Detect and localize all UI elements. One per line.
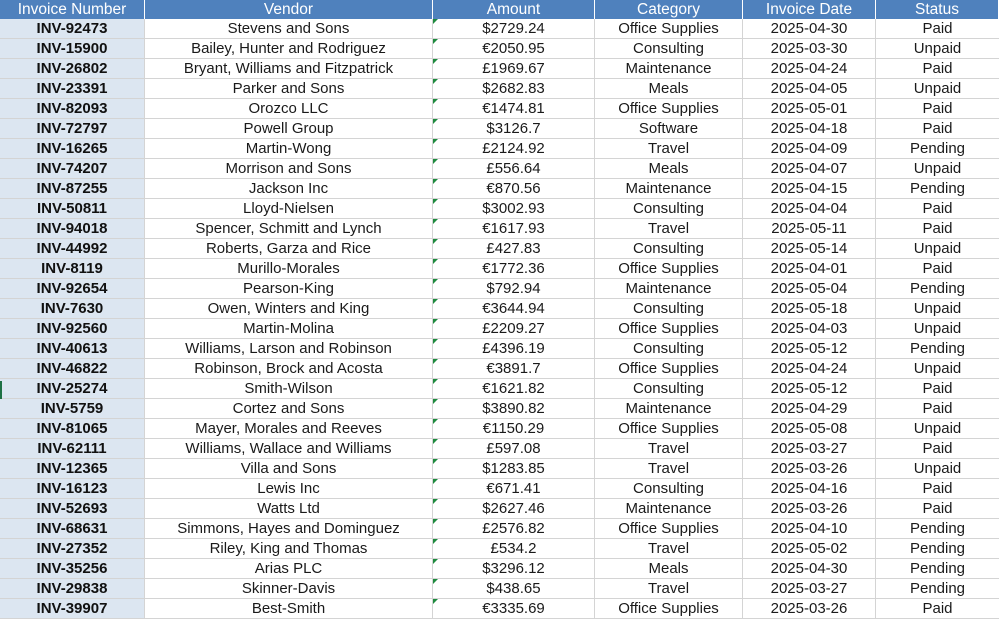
table-row bbox=[0, 199, 999, 219]
category-cell[interactable]: Office Supplies bbox=[595, 419, 743, 439]
invoice-number-cell[interactable]: INV-72797 bbox=[0, 119, 145, 139]
table-row bbox=[0, 179, 999, 199]
status-cell[interactable]: Paid bbox=[876, 599, 999, 619]
category-cell[interactable]: Office Supplies bbox=[595, 99, 743, 119]
table-row bbox=[0, 539, 999, 559]
invoice-date-cell[interactable]: 2025-04-03 bbox=[743, 319, 876, 339]
amount-cell[interactable]: $3126.7 bbox=[433, 119, 595, 139]
invoice-number-cell[interactable]: INV-92654 bbox=[0, 279, 145, 299]
invoice-date-cell[interactable]: 2025-04-05 bbox=[743, 79, 876, 99]
vendor-cell[interactable]: Parker and Sons bbox=[145, 79, 433, 99]
table-row bbox=[0, 359, 999, 379]
amount-cell[interactable]: £556.64 bbox=[433, 159, 595, 179]
category-cell[interactable]: Travel bbox=[595, 439, 743, 459]
invoice-number-cell[interactable]: INV-25274 bbox=[0, 379, 145, 399]
category-cell[interactable]: Office Supplies bbox=[595, 519, 743, 539]
invoice-date-cell[interactable]: 2025-05-02 bbox=[743, 539, 876, 559]
status-cell[interactable]: Paid bbox=[876, 379, 999, 399]
vendor-cell[interactable]: Murillo-Morales bbox=[145, 259, 433, 279]
invoice-number-cell[interactable]: INV-50811 bbox=[0, 199, 145, 219]
vendor-cell[interactable]: Robinson, Brock and Acosta bbox=[145, 359, 433, 379]
category-cell[interactable]: Travel bbox=[595, 579, 743, 599]
invoice-date-cell[interactable]: 2025-04-16 bbox=[743, 479, 876, 499]
table-row bbox=[0, 599, 999, 619]
amount-cell[interactable]: £4396.19 bbox=[433, 339, 595, 359]
header-row bbox=[0, 0, 999, 19]
invoice-date-cell[interactable]: 2025-05-01 bbox=[743, 99, 876, 119]
table-row bbox=[0, 279, 999, 299]
vendor-cell[interactable]: Martin-Molina bbox=[145, 319, 433, 339]
amount-cell[interactable]: £597.08 bbox=[433, 439, 595, 459]
status-cell[interactable]: Paid bbox=[876, 219, 999, 239]
invoice-number-cell[interactable]: INV-7630 bbox=[0, 299, 145, 319]
amount-cell[interactable]: €1621.82 bbox=[433, 379, 595, 399]
invoice-date-cell[interactable]: 2025-04-09 bbox=[743, 139, 876, 159]
category-cell[interactable]: Travel bbox=[595, 539, 743, 559]
category-cell[interactable]: Office Supplies bbox=[595, 259, 743, 279]
table-row bbox=[0, 119, 999, 139]
status-cell[interactable]: Pending bbox=[876, 339, 999, 359]
invoice-date-cell[interactable]: 2025-04-07 bbox=[743, 159, 876, 179]
amount-cell[interactable]: £2124.92 bbox=[433, 139, 595, 159]
invoice-date-cell[interactable]: 2025-04-29 bbox=[743, 399, 876, 419]
invoice-date-cell[interactable]: 2025-05-12 bbox=[743, 379, 876, 399]
amount-cell[interactable]: $3296.12 bbox=[433, 559, 595, 579]
table-row bbox=[0, 299, 999, 319]
amount-cell[interactable]: €2050.95 bbox=[433, 39, 595, 59]
status-cell[interactable]: Paid bbox=[876, 59, 999, 79]
vendor-cell[interactable]: Orozco LLC bbox=[145, 99, 433, 119]
invoice-number-cell[interactable]: INV-35256 bbox=[0, 559, 145, 579]
category-cell[interactable]: Consulting bbox=[595, 379, 743, 399]
invoice-date-cell[interactable]: 2025-04-24 bbox=[743, 59, 876, 79]
amount-cell[interactable]: $1283.85 bbox=[433, 459, 595, 479]
category-cell[interactable]: Meals bbox=[595, 79, 743, 99]
table-row bbox=[0, 79, 999, 99]
invoice-date-cell[interactable]: 2025-03-27 bbox=[743, 439, 876, 459]
amount-cell[interactable]: €3644.94 bbox=[433, 299, 595, 319]
invoice-date-cell[interactable]: 2025-03-26 bbox=[743, 459, 876, 479]
vendor-cell[interactable]: Williams, Larson and Robinson bbox=[145, 339, 433, 359]
category-cell[interactable]: Consulting bbox=[595, 199, 743, 219]
invoice-number-cell[interactable]: INV-87255 bbox=[0, 179, 145, 199]
amount-cell[interactable]: €3335.69 bbox=[433, 599, 595, 619]
amount-cell[interactable]: £2576.82 bbox=[433, 519, 595, 539]
column-header-invoice-date[interactable]: Invoice Date bbox=[743, 0, 876, 19]
amount-cell[interactable]: $3890.82 bbox=[433, 399, 595, 419]
vendor-cell[interactable]: Watts Ltd bbox=[145, 499, 433, 519]
category-cell[interactable]: Software bbox=[595, 119, 743, 139]
category-cell[interactable]: Travel bbox=[595, 219, 743, 239]
vendor-cell[interactable]: Bailey, Hunter and Rodriguez bbox=[145, 39, 433, 59]
column-header-status[interactable]: Status bbox=[876, 0, 999, 19]
table-row bbox=[0, 479, 999, 499]
amount-cell[interactable]: €1150.29 bbox=[433, 419, 595, 439]
amount-cell[interactable]: $438.65 bbox=[433, 579, 595, 599]
status-cell[interactable]: Paid bbox=[876, 259, 999, 279]
category-cell[interactable]: Maintenance bbox=[595, 499, 743, 519]
vendor-cell[interactable]: Owen, Winters and King bbox=[145, 299, 433, 319]
category-cell[interactable]: Travel bbox=[595, 139, 743, 159]
status-cell[interactable]: Unpaid bbox=[876, 359, 999, 379]
vendor-cell[interactable]: Bryant, Williams and Fitzpatrick bbox=[145, 59, 433, 79]
status-cell[interactable]: Unpaid bbox=[876, 419, 999, 439]
category-cell[interactable]: Consulting bbox=[595, 299, 743, 319]
invoice-number-cell[interactable]: INV-44992 bbox=[0, 239, 145, 259]
vendor-cell[interactable]: Pearson-King bbox=[145, 279, 433, 299]
invoice-number-cell[interactable]: INV-52693 bbox=[0, 499, 145, 519]
vendor-cell[interactable]: Best-Smith bbox=[145, 599, 433, 619]
amount-cell[interactable]: $2729.24 bbox=[433, 19, 595, 39]
table-row bbox=[0, 219, 999, 239]
invoice-number-cell[interactable]: INV-40613 bbox=[0, 339, 145, 359]
category-cell[interactable]: Consulting bbox=[595, 239, 743, 259]
table-row bbox=[0, 99, 999, 119]
status-cell[interactable]: Unpaid bbox=[876, 39, 999, 59]
category-cell[interactable]: Office Supplies bbox=[595, 319, 743, 339]
category-cell[interactable]: Consulting bbox=[595, 339, 743, 359]
table-row bbox=[0, 339, 999, 359]
amount-cell[interactable]: £1969.67 bbox=[433, 59, 595, 79]
table-row bbox=[0, 499, 999, 519]
amount-cell[interactable]: $3002.93 bbox=[433, 199, 595, 219]
status-cell[interactable]: Unpaid bbox=[876, 319, 999, 339]
column-header-category[interactable]: Category bbox=[595, 0, 743, 19]
category-cell[interactable]: Maintenance bbox=[595, 59, 743, 79]
status-cell[interactable]: Pending bbox=[876, 279, 999, 299]
status-cell[interactable]: Paid bbox=[876, 199, 999, 219]
invoice-date-cell[interactable]: 2025-04-18 bbox=[743, 119, 876, 139]
vendor-cell[interactable]: Lloyd-Nielsen bbox=[145, 199, 433, 219]
category-cell[interactable]: Maintenance bbox=[595, 399, 743, 419]
status-cell[interactable]: Paid bbox=[876, 399, 999, 419]
vendor-cell[interactable]: Simmons, Hayes and Dominguez bbox=[145, 519, 433, 539]
category-cell[interactable]: Maintenance bbox=[595, 179, 743, 199]
invoice-date-cell[interactable]: 2025-04-24 bbox=[743, 359, 876, 379]
invoice-number-cell[interactable]: INV-94018 bbox=[0, 219, 145, 239]
vendor-cell[interactable]: Roberts, Garza and Rice bbox=[145, 239, 433, 259]
category-cell[interactable]: Meals bbox=[595, 559, 743, 579]
invoice-number-cell[interactable]: INV-16265 bbox=[0, 139, 145, 159]
status-cell[interactable]: Pending bbox=[876, 559, 999, 579]
table-row bbox=[0, 139, 999, 159]
vendor-cell[interactable]: Smith-Wilson bbox=[145, 379, 433, 399]
status-cell[interactable]: Pending bbox=[876, 539, 999, 559]
invoice-number-cell[interactable]: INV-15900 bbox=[0, 39, 145, 59]
invoice-date-cell[interactable]: 2025-04-10 bbox=[743, 519, 876, 539]
amount-cell[interactable]: $792.94 bbox=[433, 279, 595, 299]
invoice-date-cell[interactable]: 2025-05-18 bbox=[743, 299, 876, 319]
status-cell[interactable]: Pending bbox=[876, 179, 999, 199]
invoice-date-cell[interactable]: 2025-04-15 bbox=[743, 179, 876, 199]
table-row bbox=[0, 379, 999, 399]
status-cell[interactable]: Pending bbox=[876, 519, 999, 539]
column-header-invoice-number[interactable]: Invoice Number bbox=[0, 0, 145, 19]
table-row bbox=[0, 19, 999, 39]
amount-cell[interactable]: €1474.81 bbox=[433, 99, 595, 119]
category-cell[interactable]: Office Supplies bbox=[595, 599, 743, 619]
invoice-number-cell[interactable]: INV-74207 bbox=[0, 159, 145, 179]
status-cell[interactable]: Paid bbox=[876, 439, 999, 459]
invoice-number-cell[interactable]: INV-81065 bbox=[0, 419, 145, 439]
status-cell[interactable]: Paid bbox=[876, 499, 999, 519]
status-cell[interactable]: Paid bbox=[876, 479, 999, 499]
status-cell[interactable]: Unpaid bbox=[876, 459, 999, 479]
vendor-cell[interactable]: Morrison and Sons bbox=[145, 159, 433, 179]
status-cell[interactable]: Paid bbox=[876, 19, 999, 39]
table-row bbox=[0, 39, 999, 59]
status-cell[interactable]: Unpaid bbox=[876, 299, 999, 319]
table-row bbox=[0, 579, 999, 599]
invoice-date-cell[interactable]: 2025-04-01 bbox=[743, 259, 876, 279]
category-cell[interactable]: Meals bbox=[595, 159, 743, 179]
table-row bbox=[0, 259, 999, 279]
invoice-number-cell[interactable]: INV-62111 bbox=[0, 439, 145, 459]
table-row bbox=[0, 519, 999, 539]
invoice-date-cell[interactable]: 2025-05-14 bbox=[743, 239, 876, 259]
invoice-number-cell[interactable]: INV-29838 bbox=[0, 579, 145, 599]
table-row bbox=[0, 459, 999, 479]
invoice-date-cell[interactable]: 2025-05-11 bbox=[743, 219, 876, 239]
row-selection-marker bbox=[0, 381, 2, 399]
vendor-cell[interactable]: Williams, Wallace and Williams bbox=[145, 439, 433, 459]
invoice-date-cell[interactable]: 2025-04-30 bbox=[743, 19, 876, 39]
status-cell[interactable]: Pending bbox=[876, 579, 999, 599]
vendor-cell[interactable]: Powell Group bbox=[145, 119, 433, 139]
invoice-date-cell[interactable]: 2025-03-30 bbox=[743, 39, 876, 59]
amount-cell[interactable]: €1772.36 bbox=[433, 259, 595, 279]
invoice-number-cell[interactable]: INV-12365 bbox=[0, 459, 145, 479]
amount-cell[interactable]: $2627.46 bbox=[433, 499, 595, 519]
table-row bbox=[0, 439, 999, 459]
invoice-date-cell[interactable]: 2025-04-04 bbox=[743, 199, 876, 219]
invoice-date-cell[interactable]: 2025-04-30 bbox=[743, 559, 876, 579]
amount-cell[interactable]: $2682.83 bbox=[433, 79, 595, 99]
table-row bbox=[0, 419, 999, 439]
amount-cell[interactable]: £427.83 bbox=[433, 239, 595, 259]
vendor-cell[interactable]: Skinner-Davis bbox=[145, 579, 433, 599]
status-cell[interactable]: Paid bbox=[876, 119, 999, 139]
vendor-cell[interactable]: Mayer, Morales and Reeves bbox=[145, 419, 433, 439]
invoice-number-cell[interactable]: INV-92473 bbox=[0, 19, 145, 39]
category-cell[interactable]: Maintenance bbox=[595, 279, 743, 299]
status-cell[interactable]: Pending bbox=[876, 139, 999, 159]
status-cell[interactable]: Unpaid bbox=[876, 79, 999, 99]
vendor-cell[interactable]: Cortez and Sons bbox=[145, 399, 433, 419]
category-cell[interactable]: Travel bbox=[595, 459, 743, 479]
amount-cell[interactable]: €1617.93 bbox=[433, 219, 595, 239]
status-cell[interactable]: Unpaid bbox=[876, 159, 999, 179]
invoice-number-cell[interactable]: INV-68631 bbox=[0, 519, 145, 539]
table-row bbox=[0, 399, 999, 419]
status-cell[interactable]: Unpaid bbox=[876, 239, 999, 259]
invoice-date-cell[interactable]: 2025-05-12 bbox=[743, 339, 876, 359]
invoice-date-cell[interactable]: 2025-03-26 bbox=[743, 499, 876, 519]
vendor-cell[interactable]: Riley, King and Thomas bbox=[145, 539, 433, 559]
vendor-cell[interactable]: Stevens and Sons bbox=[145, 19, 433, 39]
amount-cell[interactable]: €3891.7 bbox=[433, 359, 595, 379]
invoice-number-cell[interactable]: INV-23391 bbox=[0, 79, 145, 99]
table-row bbox=[0, 159, 999, 179]
category-cell[interactable]: Office Supplies bbox=[595, 19, 743, 39]
vendor-cell[interactable]: Spencer, Schmitt and Lynch bbox=[145, 219, 433, 239]
vendor-cell[interactable]: Arias PLC bbox=[145, 559, 433, 579]
amount-cell[interactable]: €870.56 bbox=[433, 179, 595, 199]
column-header-amount[interactable]: Amount bbox=[433, 0, 595, 19]
invoice-date-cell[interactable]: 2025-03-26 bbox=[743, 599, 876, 619]
invoice-number-cell[interactable]: INV-27352 bbox=[0, 539, 145, 559]
table-row bbox=[0, 559, 999, 579]
invoice-number-cell[interactable]: INV-82093 bbox=[0, 99, 145, 119]
column-header-vendor[interactable]: Vendor bbox=[145, 0, 433, 19]
vendor-cell[interactable]: Villa and Sons bbox=[145, 459, 433, 479]
table-row bbox=[0, 59, 999, 79]
invoice-number-cell[interactable]: INV-16123 bbox=[0, 479, 145, 499]
invoice-number-cell[interactable]: INV-46822 bbox=[0, 359, 145, 379]
category-cell[interactable]: Office Supplies bbox=[595, 359, 743, 379]
invoice-number-cell[interactable]: INV-39907 bbox=[0, 599, 145, 619]
vendor-cell[interactable]: Martin-Wong bbox=[145, 139, 433, 159]
category-cell[interactable]: Consulting bbox=[595, 479, 743, 499]
table-row bbox=[0, 239, 999, 259]
invoice-date-cell[interactable]: 2025-03-27 bbox=[743, 579, 876, 599]
invoice-number-cell[interactable]: INV-92560 bbox=[0, 319, 145, 339]
table-body bbox=[0, 19, 999, 619]
amount-cell[interactable]: £2209.27 bbox=[433, 319, 595, 339]
status-cell[interactable]: Paid bbox=[876, 99, 999, 119]
invoice-date-cell[interactable]: 2025-05-04 bbox=[743, 279, 876, 299]
vendor-cell[interactable]: Jackson Inc bbox=[145, 179, 433, 199]
vendor-cell[interactable]: Lewis Inc bbox=[145, 479, 433, 499]
category-cell[interactable]: Consulting bbox=[595, 39, 743, 59]
amount-cell[interactable]: €671.41 bbox=[433, 479, 595, 499]
invoice-number-cell[interactable]: INV-5759 bbox=[0, 399, 145, 419]
table-row bbox=[0, 319, 999, 339]
invoice-number-cell[interactable]: INV-8119 bbox=[0, 259, 145, 279]
invoice-date-cell[interactable]: 2025-05-08 bbox=[743, 419, 876, 439]
invoice-number-cell[interactable]: INV-26802 bbox=[0, 59, 145, 79]
amount-cell[interactable]: £534.2 bbox=[433, 539, 595, 559]
